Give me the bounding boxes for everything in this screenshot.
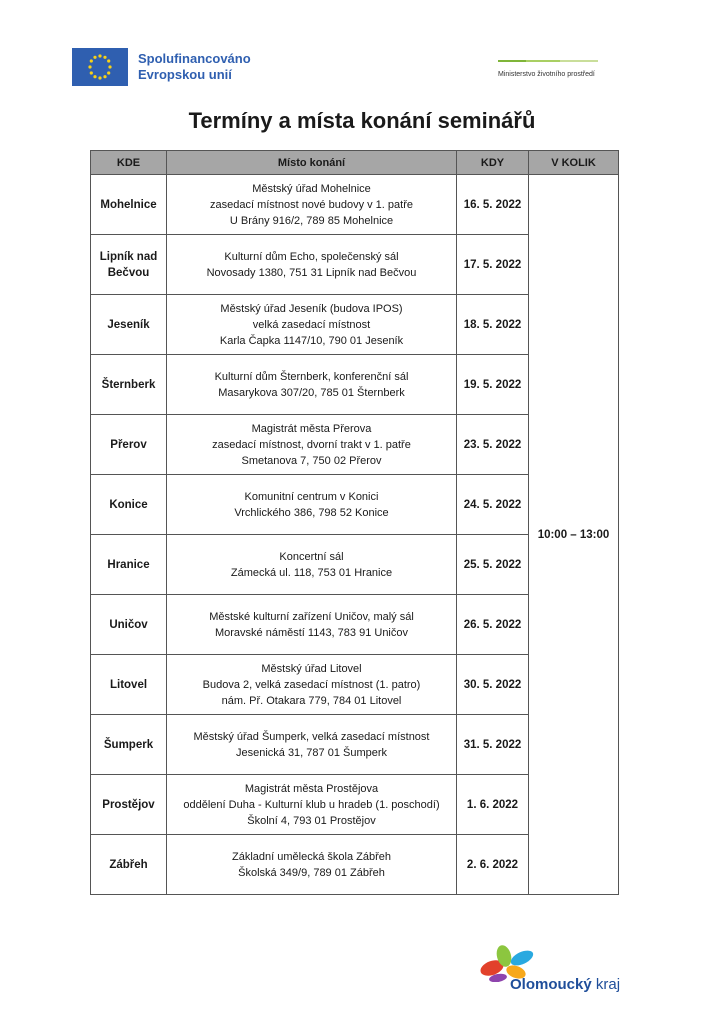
kde-line: Prostějov: [102, 798, 155, 811]
misto-line: Základní umělecká škola Zábřeh: [232, 850, 391, 863]
misto-line: oddělení Duha - Kulturní klub u hradeb (1. poschodí): [183, 798, 440, 811]
kde-line: Šternberk: [101, 378, 156, 391]
misto-line: Budova 2, velká zasedací místnost (1. patro): [202, 678, 421, 691]
cell-kde: [91, 175, 167, 235]
eu-text-line2: Evropskou unií: [138, 67, 232, 82]
misto-line: nám. Př. Otakara 779, 784 01 Litovel: [221, 694, 402, 707]
misto-line: Smetanova 7, 750 02 Přerov: [241, 454, 382, 467]
region-name: [510, 976, 620, 993]
cell-kdy: 23. 5. 2022: [457, 415, 529, 475]
cell-misto: [167, 655, 457, 715]
misto-line: Zámecká ul. 118, 753 01 Hranice: [230, 566, 393, 579]
misto-line: velká zasedací místnost: [252, 318, 371, 331]
cell-kdy: 18. 5. 2022: [457, 295, 529, 355]
cell-misto: [167, 475, 457, 535]
cell-misto: [167, 295, 457, 355]
eu-text-line1: Spolufinancováno: [138, 51, 251, 66]
cell-kdy: 16. 5. 2022: [457, 175, 529, 235]
cell-misto: [167, 715, 457, 775]
misto-line: zasedací místnost, dvorní trakt v 1. patře: [212, 438, 411, 451]
misto-line: Školní 4, 793 01 Prostějov: [247, 814, 376, 827]
table-row: [91, 175, 619, 235]
cell-v-kolik: 10:00 – 13:00: [529, 175, 619, 895]
kde-line: Uničov: [109, 618, 148, 631]
column-header-v-kolik: V KOLIK: [529, 151, 619, 175]
eu-text: [138, 51, 251, 83]
ministry-logo: [498, 60, 608, 78]
kde-line: Mohelnice: [100, 198, 157, 211]
cell-misto: [167, 415, 457, 475]
cell-misto: [167, 835, 457, 895]
cell-misto: [167, 355, 457, 415]
cell-kdy: 24. 5. 2022: [457, 475, 529, 535]
misto-line: Kulturní dům Šternberk, konferenční sál: [214, 370, 409, 383]
misto-line: Novosady 1380, 751 31 Lipník nad Bečvou: [206, 266, 417, 279]
cell-kde: [91, 475, 167, 535]
kde-line: Konice: [109, 498, 148, 511]
cell-kde: [91, 295, 167, 355]
misto-line: Magistrát města Přerova: [251, 422, 372, 435]
misto-line: Komunitní centrum v Konici: [244, 490, 379, 503]
cell-misto: [167, 235, 457, 295]
cell-kdy: 31. 5. 2022: [457, 715, 529, 775]
cell-kdy: 1. 6. 2022: [457, 775, 529, 835]
ministry-name: Ministerstvo životního prostředí: [498, 71, 595, 78]
page-title: Termíny a místa konání seminářů: [188, 108, 536, 133]
cell-kde: [91, 235, 167, 295]
misto-line: Městský úřad Litovel: [261, 662, 362, 675]
ministry-logo-lines: [498, 60, 608, 63]
misto-line: Jesenická 31, 787 01 Šumperk: [235, 746, 388, 759]
cell-kde: [91, 655, 167, 715]
region-name-main: Olomoucký: [510, 976, 592, 993]
cell-misto: [167, 595, 457, 655]
cell-kde: [91, 715, 167, 775]
misto-line: Vrchlického 386, 798 52 Konice: [234, 506, 389, 519]
kde-line: Zábřeh: [109, 858, 148, 871]
column-header-misto: Místo konání: [167, 151, 457, 175]
cell-kde: [91, 775, 167, 835]
kde-line: Bečvou: [107, 266, 150, 279]
kde-line: Hranice: [107, 558, 150, 571]
cell-kdy: 19. 5. 2022: [457, 355, 529, 415]
cell-kde: [91, 835, 167, 895]
cell-kde: [91, 415, 167, 475]
misto-line: Městský úřad Jeseník (budova IPOS): [220, 302, 403, 315]
kde-line: Litovel: [109, 678, 148, 691]
table-header-row: [91, 151, 619, 175]
misto-line: Koncertní sál: [279, 550, 344, 563]
cell-kdy: 30. 5. 2022: [457, 655, 529, 715]
column-header-kdy: KDY: [457, 151, 529, 175]
cell-kdy: 26. 5. 2022: [457, 595, 529, 655]
kde-line: Přerov: [110, 438, 147, 451]
misto-line: U Brány 916/2, 789 85 Mohelnice: [229, 214, 394, 227]
region-name-suffix: kraj: [595, 976, 621, 993]
table-body: [91, 175, 619, 895]
olomoucky-kraj-logo: [478, 944, 638, 1004]
column-header-kde: KDE: [91, 151, 167, 175]
cell-kde: [91, 355, 167, 415]
cell-kde: [91, 595, 167, 655]
eu-flag-icon: [72, 48, 128, 86]
misto-line: Karla Čapka 1147/10, 790 01 Jeseník: [219, 334, 404, 347]
kde-line: Šumperk: [103, 738, 154, 751]
cell-kdy: 17. 5. 2022: [457, 235, 529, 295]
cell-kdy: 2. 6. 2022: [457, 835, 529, 895]
misto-line: Školská 349/9, 789 01 Zábřeh: [238, 866, 385, 879]
eu-cofinancing-logo: [72, 48, 251, 86]
misto-line: Kulturní dům Echo, společenský sál: [224, 250, 399, 263]
kde-line: Jeseník: [107, 318, 150, 331]
seminar-schedule-table: [90, 150, 619, 895]
misto-line: Moravské náměstí 1143, 783 91 Uničov: [214, 626, 408, 639]
kde-line: Lipník nad: [99, 250, 158, 263]
misto-line: zasedací místnost nové budovy v 1. patře: [209, 198, 413, 211]
misto-line: Masarykova 307/20, 785 01 Šternberk: [218, 386, 405, 399]
misto-line: Městský úřad Mohelnice: [252, 182, 371, 195]
cell-misto: [167, 175, 457, 235]
cell-misto: [167, 775, 457, 835]
cell-kde: [91, 535, 167, 595]
misto-line: Magistrát města Prostějova: [244, 782, 379, 795]
misto-line: Městský úřad Šumperk, velká zasedací místnost: [193, 730, 430, 743]
cell-misto: [167, 535, 457, 595]
misto-line: Městské kulturní zařízení Uničov, malý sál: [209, 610, 414, 623]
cell-kdy: 25. 5. 2022: [457, 535, 529, 595]
